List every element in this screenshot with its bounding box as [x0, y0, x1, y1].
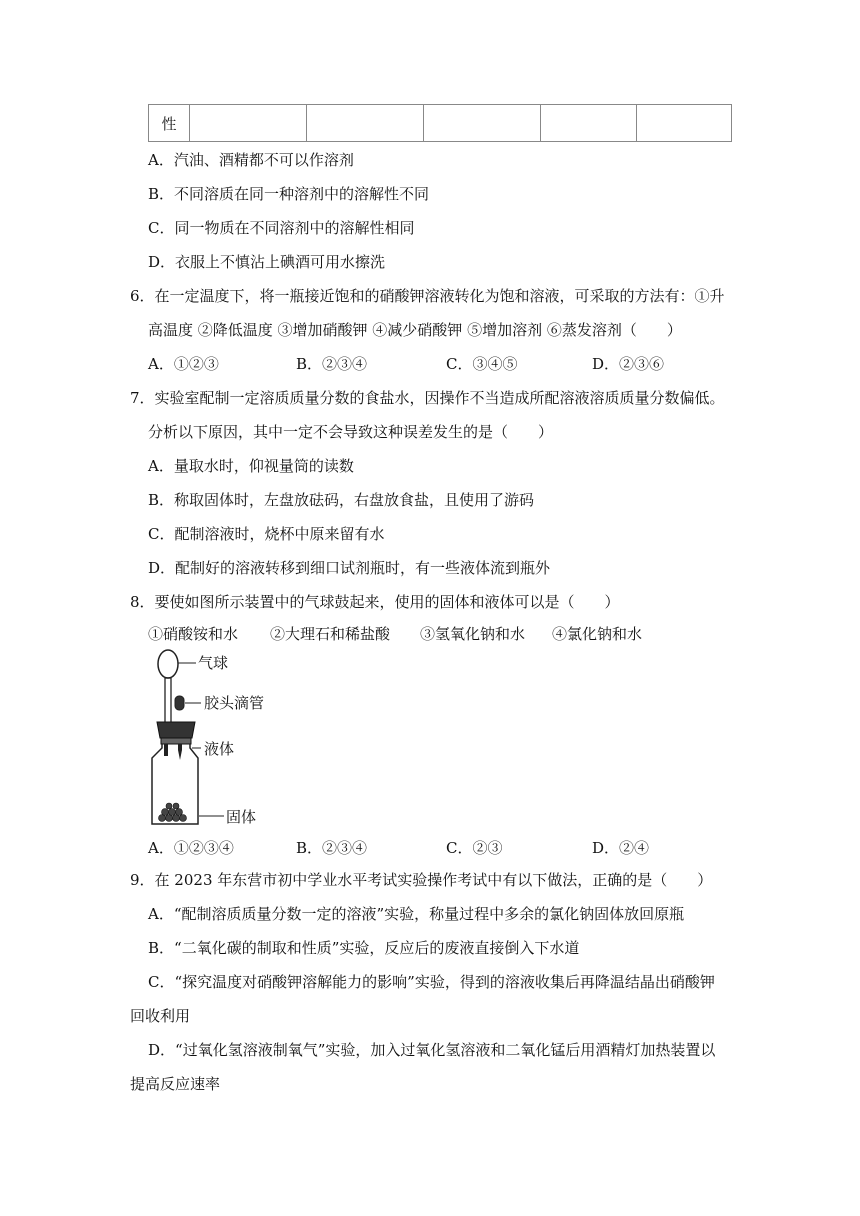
balloon-apparatus-diagram: [148, 648, 278, 832]
q9-option-c-line1: C．“探究温度对硝酸钾溶解能力的影响”实验，得到的溶液收集后再降温结晶出硝酸钾: [148, 973, 715, 991]
q8-option-c: C．②③: [446, 839, 503, 857]
table-cell: 性: [149, 105, 190, 142]
q5-option-a: A．汽油、酒精都不可以作溶剂: [148, 151, 354, 169]
balloon-label: 气球: [198, 654, 229, 672]
q6-option-b: B．②③④: [296, 355, 368, 373]
q8-option-b: B．②③④: [296, 839, 368, 857]
solubility-table: [148, 104, 732, 142]
dropper-label: 胶头滴管: [204, 694, 265, 712]
table-cell: [541, 105, 637, 142]
table-cell: [307, 105, 424, 142]
q8-option-a: A．①②③④: [148, 839, 234, 857]
q9-stem: 9．在 2023 年东营市初中学业水平考试实验操作考试中有以下做法，正确的是（ ）: [130, 871, 713, 889]
q8-choice-3: ③氢氧化钠和水: [420, 625, 526, 643]
q7-stem-line2: 分析以下原因，其中一定不会导致这种误差发生的是（ ）: [148, 423, 554, 441]
liquid-label: 液体: [204, 740, 235, 758]
q6-stem-line1: 6．在一定温度下，将一瓶接近饱和的硝酸钾溶液转化为饱和溶液，可采取的方法有：①升: [130, 287, 725, 305]
q7-option-d: D．配制好的溶液转移到细口试剂瓶时，有一些液体流到瓶外: [148, 559, 551, 577]
table-row: [149, 105, 732, 142]
q9-option-a: A．“配制溶质质量分数一定的溶液”实验，称量过程中多余的氯化钠固体放回原瓶: [148, 905, 685, 923]
q7-option-c: C．配制溶液时，烧杯中原来留有水: [148, 525, 385, 543]
q9-option-c-line2: 回收利用: [130, 1007, 191, 1025]
q9-option-d-line1: D．“过氧化氢溶液制氧气”实验，加入过氧化氢溶液和二氧化锰后用酒精灯加热装置以: [148, 1041, 716, 1059]
q9-option-d-line2: 提高反应速率: [130, 1075, 221, 1093]
q7-option-a: A．量取水时，仰视量筒的读数: [148, 457, 354, 475]
q6-option-a: A．①②③: [148, 355, 219, 373]
q7-stem-line1: 7．实验室配制一定溶质质量分数的食盐水，因操作不当造成所配溶液溶质质量分数偏低。: [130, 389, 725, 407]
q6-option-c: C．③④⑤: [446, 355, 518, 373]
q8-option-d: D．②④: [592, 839, 650, 857]
q7-option-b: B．称取固体时，左盘放砝码，右盘放食盐，且使用了游码: [148, 491, 535, 509]
q8-choice-4: ④氯化钠和水: [552, 625, 643, 643]
q9-option-b: B．“二氧化碳的制取和性质”实验，反应后的废液直接倒入下水道: [148, 939, 580, 957]
q6-stem-line2: 高温度 ②降低温度 ③增加硝酸钾 ④减少硝酸钾 ⑤增加溶剂 ⑥蒸发溶剂（ ）: [148, 321, 682, 339]
table-cell: [637, 105, 732, 142]
q5-option-c: C．同一物质在不同溶剂中的溶解性相同: [148, 219, 415, 237]
q5-option-b: B．不同溶质在同一种溶剂中的溶解性不同: [148, 185, 430, 203]
q8-choice-1: ①硝酸铵和水: [148, 625, 239, 643]
q5-option-d: D．衣服上不慎沾上碘酒可用水擦洗: [148, 253, 386, 271]
table-cell: [424, 105, 541, 142]
table-cell: [190, 105, 307, 142]
q8-stem: 8．要使如图所示装置中的气球鼓起来，使用的固体和液体可以是（ ）: [130, 593, 620, 611]
solid-label: 固体: [226, 808, 257, 826]
q6-option-d: D．②③⑥: [592, 355, 665, 373]
q8-choice-2: ②大理石和稀盐酸: [270, 625, 391, 643]
